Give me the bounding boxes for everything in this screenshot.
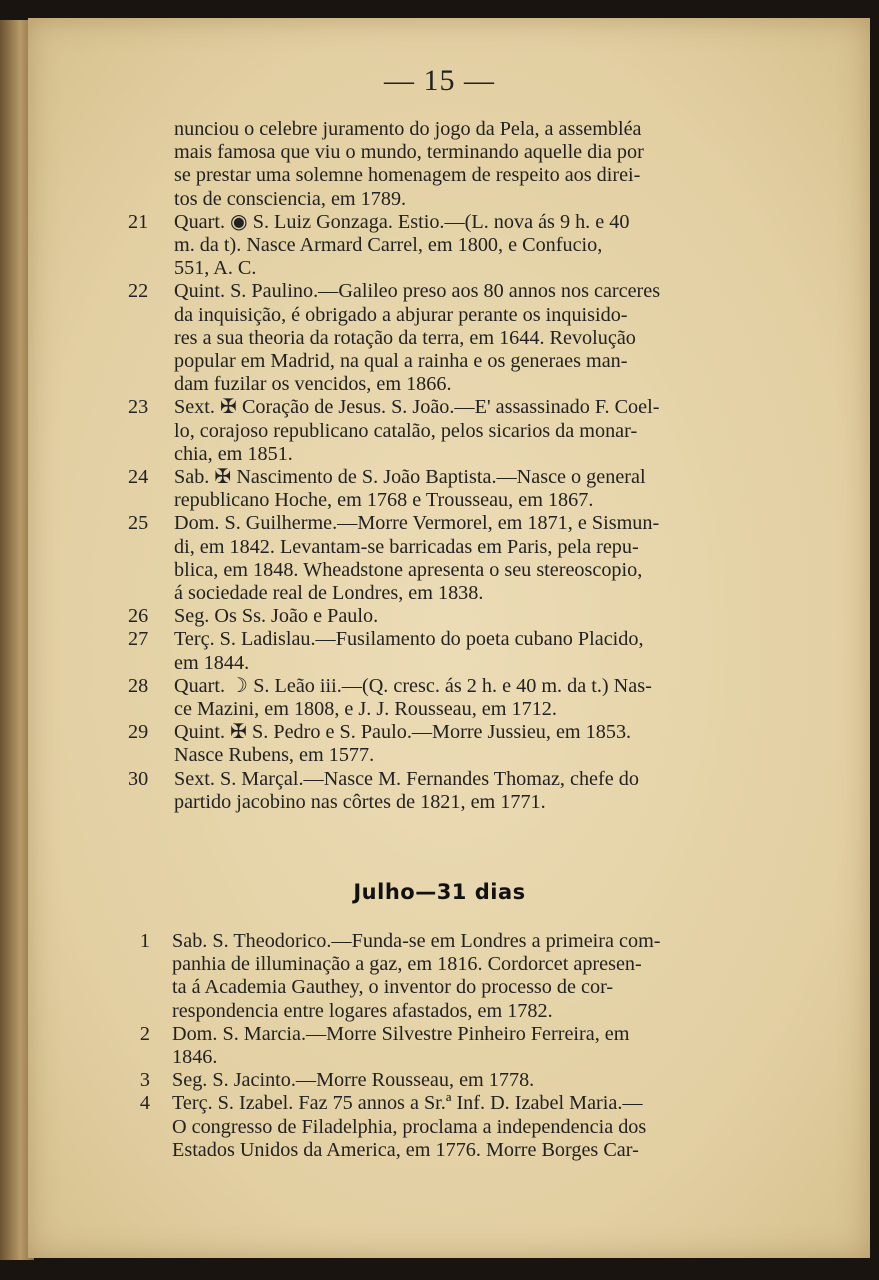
text-line: Quart. ☽ S. Leão iii.—(Q. cresc. ás 2 h. e 40 m. da t.) Nas-: [174, 674, 652, 697]
day-number: 23: [128, 396, 149, 419]
text-line: mais famosa que viu o mundo, terminando aquelle dia por: [174, 141, 644, 164]
day-number: 28: [128, 674, 149, 697]
text-line: respondencia entre logares afastados, em 1782.: [172, 999, 553, 1022]
text-line: O congresso de Filadelphia, proclama a independencia dos: [172, 1115, 647, 1138]
text-line: Sext. S. Marçal.—Nasce M. Fernandes Thomaz, chefe do: [174, 767, 639, 790]
text-line: Dom. S. Guilherme.—Morre Vermorel, em 1871, e Sismun-: [174, 512, 660, 535]
text-line: Sab. S. Theodorico.—Funda-se em Londres a primeira com-: [172, 930, 661, 952]
calendar-entry: [128, 675, 758, 721]
text-line: se prestar uma solemne homenagem de respeito aos direi-: [174, 164, 641, 187]
calendar-entry: [128, 211, 758, 281]
text-line: m. da t). Nasce Armard Carrel, em 1800, e Confucio,: [174, 234, 603, 257]
day-number: 2: [139, 1022, 150, 1045]
day-number: 3: [139, 1069, 150, 1092]
text-line: Terç. S. Ladislau.—Fusilamento do poeta cubano Placido,: [174, 628, 644, 651]
text-line: ce Mazini, em 1808, e J. J. Rousseau, em 1712.: [174, 698, 557, 721]
text-line: lo, corajoso republicano catalão, pelos sicarios da monar-: [174, 419, 638, 442]
day-number: 1: [139, 930, 150, 952]
july-section: [128, 930, 758, 1162]
text-line: Quint. S. Paulino.—Galileo preso aos 80 annos nos carceres: [174, 280, 661, 303]
calendar-entry: [128, 1023, 758, 1069]
text-line: Estados Unidos da America, em 1776. Morre Borges Car-: [172, 1138, 639, 1161]
text-line: Seg. S. Jacinto.—Morre Rousseau, em 1778.: [172, 1069, 535, 1092]
text-line: blica, em 1848. Wheadstone apresenta o seu stereoscopio,: [174, 558, 643, 581]
june-section: [128, 118, 758, 814]
day-number: 24: [128, 466, 149, 489]
text-line: Nasce Rubens, em 1577.: [174, 744, 375, 767]
calendar-entry: [128, 628, 758, 674]
section-title-july: Julho—31 dias: [353, 880, 526, 904]
calendar-entry: [128, 396, 758, 466]
text-line: partido jacobino nas côrtes de 1821, em 1771.: [174, 790, 546, 813]
calendar-entry: [128, 721, 758, 767]
day-number: 25: [128, 512, 149, 535]
page-number: — 15 —: [384, 64, 495, 97]
day-number: 29: [128, 721, 149, 744]
day-number: 27: [128, 628, 149, 651]
text-line: di, em 1842. Levantam-se barricadas em Paris, pela repu-: [174, 535, 639, 558]
text-line: panhia de illuminação a gaz, em 1816. Cordorcet apresen-: [172, 953, 642, 976]
text-line: ta á Academia Gauthey, o inventor do processo de cor-: [172, 976, 614, 999]
text-line: Quart. ◉ S. Luiz Gonzaga. Estio.—(L. nova ás 9 h. e 40: [174, 210, 630, 233]
calendar-entry: [128, 605, 758, 628]
day-number: 21: [128, 210, 149, 233]
text-line: Sext. ✠ Coração de Jesus. S. João.—E' assassinado F. Coel-: [174, 396, 660, 419]
day-number: 26: [128, 605, 149, 628]
day-number: 22: [128, 280, 149, 303]
calendar-entry: [128, 768, 758, 814]
text-line: tos de consciencia, em 1789.: [174, 187, 407, 210]
calendar-entry: [128, 1069, 758, 1092]
text-line: dam fuzilar os vencidos, em 1866.: [174, 373, 452, 396]
calendar-entry: [128, 512, 758, 605]
text-line: res a sua theoria da rotação da terra, em 1644. Revolução: [174, 326, 636, 349]
text-line: chia, em 1851.: [174, 442, 293, 465]
calendar-entry: [128, 1092, 758, 1162]
text-line: republicano Hoche, em 1768 e Trousseau, em 1867.: [174, 489, 594, 512]
text-line: 1846.: [172, 1046, 218, 1069]
text-line: Quint. ✠ S. Pedro e S. Paulo.—Morre Jussieu, em 1853.: [174, 721, 632, 744]
text-line: Dom. S. Marcia.—Morre Silvestre Pinheiro Ferreira, em: [172, 1022, 630, 1045]
day-number: 4: [139, 1092, 150, 1115]
text-line: popular em Madrid, na qual a rainha e os generaes man-: [174, 350, 628, 373]
text-line: Sab. ✠ Nascimento de S. João Baptista.—Nasce o general: [174, 466, 646, 489]
calendar-entry: [128, 280, 758, 396]
text-line: 551, A. C.: [174, 257, 257, 280]
calendar-entry: [128, 930, 758, 1023]
text-line: nunciou o celebre juramento do jogo da Pela, a assembléa: [174, 118, 642, 140]
day-number: 30: [128, 767, 149, 790]
text-line: em 1844.: [174, 651, 250, 674]
text-line: Terç. S. Izabel. Faz 75 annos a Sr.ª Inf. D. Izabel Maria.—: [172, 1092, 643, 1115]
text-line: á sociedade real de Londres, em 1838.: [174, 582, 484, 605]
text-line: Seg. Os Ss. João e Paulo.: [174, 605, 379, 628]
calendar-entry: [128, 466, 758, 512]
text-line: da inquisição, é obrigado a abjurar perante os inquisido-: [174, 303, 628, 326]
